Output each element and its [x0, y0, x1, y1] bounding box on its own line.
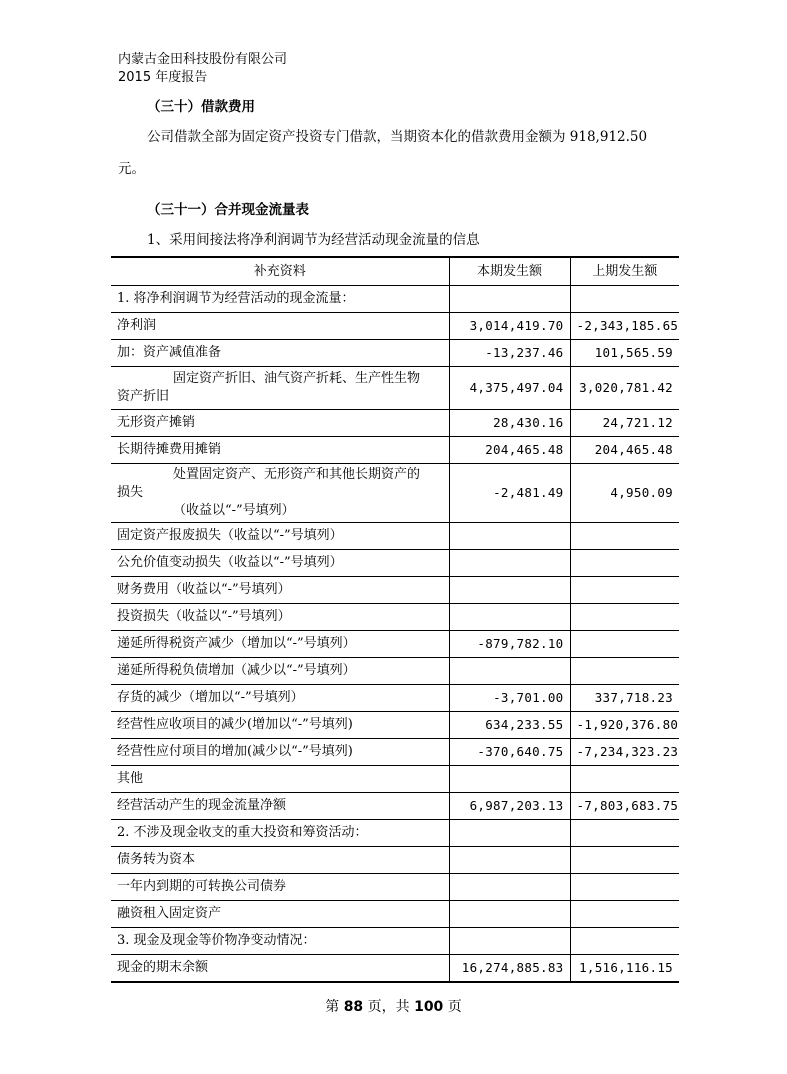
- row-label: 现金的期末余额: [111, 955, 449, 983]
- row-label: 净利润: [111, 313, 449, 340]
- footer-page-number: 88: [343, 999, 364, 1015]
- row-label: 债务转为资本: [111, 847, 449, 874]
- row-previous: [570, 820, 679, 847]
- table-row: [111, 766, 679, 793]
- header-current: 本期发生额: [449, 257, 570, 286]
- row-previous: [570, 577, 679, 604]
- header-previous: 上期发生额: [570, 257, 679, 286]
- row-current: [449, 577, 570, 604]
- table-row: [111, 410, 679, 437]
- row-label: 递延所得税负债增加（减少以“-”号填列）: [111, 658, 449, 685]
- table-row: [111, 550, 679, 577]
- report-year: 2015 年度报告: [118, 70, 208, 85]
- row-current: -879,782.10: [449, 631, 570, 658]
- section-30-title: （三十）借款费用: [147, 99, 255, 115]
- row-current: [449, 286, 570, 313]
- row-previous: 337,718.23: [570, 685, 679, 712]
- row-current: 4,375,497.04: [449, 367, 570, 410]
- row-previous: [570, 604, 679, 631]
- table-row: [111, 604, 679, 631]
- row-label: [111, 367, 449, 410]
- row-previous: 4,950.09: [570, 464, 679, 523]
- table-row: [111, 712, 679, 739]
- row-current: 634,233.55: [449, 712, 570, 739]
- table-row: [111, 685, 679, 712]
- table-row: [111, 847, 679, 874]
- table-header-row: [111, 257, 679, 286]
- row-previous: [570, 658, 679, 685]
- row-previous: 204,465.48: [570, 437, 679, 464]
- table-row: [111, 437, 679, 464]
- row-current: [449, 658, 570, 685]
- row-current: [449, 523, 570, 550]
- row-label-line3: （收益以“-”号填列）: [173, 503, 295, 518]
- footer-page-total: 100: [414, 999, 444, 1015]
- row-previous: 101,565.59: [570, 340, 679, 367]
- row-previous: -2,343,185.65: [570, 313, 679, 340]
- row-current: [449, 550, 570, 577]
- header-item: 补充资料: [111, 257, 449, 286]
- row-label: [111, 464, 449, 523]
- row-label: 存货的减少（增加以“-”号填列）: [111, 685, 449, 712]
- row-label: 其他: [111, 766, 449, 793]
- row-label: 加：资产减值准备: [111, 340, 449, 367]
- table-row: [111, 820, 679, 847]
- row-label: 投资损失（收益以“-”号填列）: [111, 604, 449, 631]
- table-row: [111, 928, 679, 955]
- row-previous: -7,234,323.23: [570, 739, 679, 766]
- row-label: 经营活动产生的现金流量净额: [111, 793, 449, 820]
- row-previous: 24,721.12: [570, 410, 679, 437]
- row-previous: 3,020,781.42: [570, 367, 679, 410]
- row-label: 长期待摊费用摊销: [111, 437, 449, 464]
- table-row: [111, 739, 679, 766]
- footer-suffix: 页: [443, 999, 462, 1015]
- table-row: [111, 313, 679, 340]
- row-previous: [570, 901, 679, 928]
- table-row: [111, 340, 679, 367]
- row-previous: [570, 928, 679, 955]
- section-31-title: （三十一）合并现金流量表: [147, 202, 309, 218]
- row-label-line2: 损失: [117, 485, 144, 500]
- row-current: [449, 874, 570, 901]
- row-current: [449, 901, 570, 928]
- table-row: [111, 577, 679, 604]
- row-label: 融资租入固定资产: [111, 901, 449, 928]
- table-row: [111, 464, 679, 523]
- row-previous: [570, 286, 679, 313]
- row-label: 无形资产摊销: [111, 410, 449, 437]
- row-label-line1: 处置固定资产、无形资产和其他长期资产的: [173, 467, 421, 482]
- row-current: 204,465.48: [449, 437, 570, 464]
- row-current: 6,987,203.13: [449, 793, 570, 820]
- table-row: [111, 631, 679, 658]
- cash-flow-table: [111, 256, 679, 983]
- row-current: -13,237.46: [449, 340, 570, 367]
- row-label: 3. 现金及现金等价物净变动情况：: [111, 928, 449, 955]
- row-current: -3,701.00: [449, 685, 570, 712]
- row-label: 经营性应收项目的减少(增加以“-”号填列): [111, 712, 449, 739]
- table-row: [111, 901, 679, 928]
- row-label: 2. 不涉及现金收支的重大投资和筹资活动：: [111, 820, 449, 847]
- row-current: -2,481.49: [449, 464, 570, 523]
- footer-middle: 页，共: [363, 999, 415, 1015]
- row-current: [449, 766, 570, 793]
- section-30-text-line1: 公司借款全部为固定资产投资专门借款，当期资本化的借款费用金额为 918,912.50: [147, 129, 648, 145]
- table-row: [111, 874, 679, 901]
- row-current: [449, 820, 570, 847]
- row-current: 28,430.16: [449, 410, 570, 437]
- row-current: 3,014,419.70: [449, 313, 570, 340]
- table-row: [111, 523, 679, 550]
- row-label-line2: 资产折旧: [117, 389, 170, 404]
- row-label: 财务费用（收益以“-”号填列）: [111, 577, 449, 604]
- row-previous: 1,516,116.15: [570, 955, 679, 983]
- row-previous: [570, 874, 679, 901]
- row-label: 一年内到期的可转换公司债券: [111, 874, 449, 901]
- row-label: 递延所得税资产减少（增加以“-”号填列）: [111, 631, 449, 658]
- row-previous: [570, 766, 679, 793]
- row-label: 经营性应付项目的增加(减少以“-”号填列): [111, 739, 449, 766]
- table-row: [111, 367, 679, 410]
- section-30-text-line2: 元。: [118, 161, 145, 177]
- section-31-subtitle: 1、采用间接法将净利润调节为经营活动现金流量的信息: [147, 232, 480, 248]
- table-row: [111, 658, 679, 685]
- footer-prefix: 第: [325, 999, 344, 1015]
- row-previous: [570, 550, 679, 577]
- table-row: [111, 955, 679, 983]
- row-label: 1. 将净利润调节为经营活动的现金流量：: [111, 286, 449, 313]
- row-label-line1: 固定资产折旧、油气资产折耗、生产性生物: [173, 371, 421, 386]
- row-current: 16,274,885.83: [449, 955, 570, 983]
- row-current: [449, 847, 570, 874]
- table-row: [111, 286, 679, 313]
- row-label: 公允价值变动损失（收益以“-”号填列）: [111, 550, 449, 577]
- row-current: -370,640.75: [449, 739, 570, 766]
- table-row: [111, 793, 679, 820]
- row-previous: -1,920,376.80: [570, 712, 679, 739]
- row-previous: [570, 523, 679, 550]
- row-current: [449, 928, 570, 955]
- row-label: 固定资产报废损失（收益以“-”号填列）: [111, 523, 449, 550]
- row-current: [449, 604, 570, 631]
- company-name: 内蒙古金田科技股份有限公司: [118, 52, 288, 67]
- page-footer: [0, 998, 787, 1016]
- row-previous: -7,803,683.75: [570, 793, 679, 820]
- row-previous: [570, 631, 679, 658]
- row-previous: [570, 847, 679, 874]
